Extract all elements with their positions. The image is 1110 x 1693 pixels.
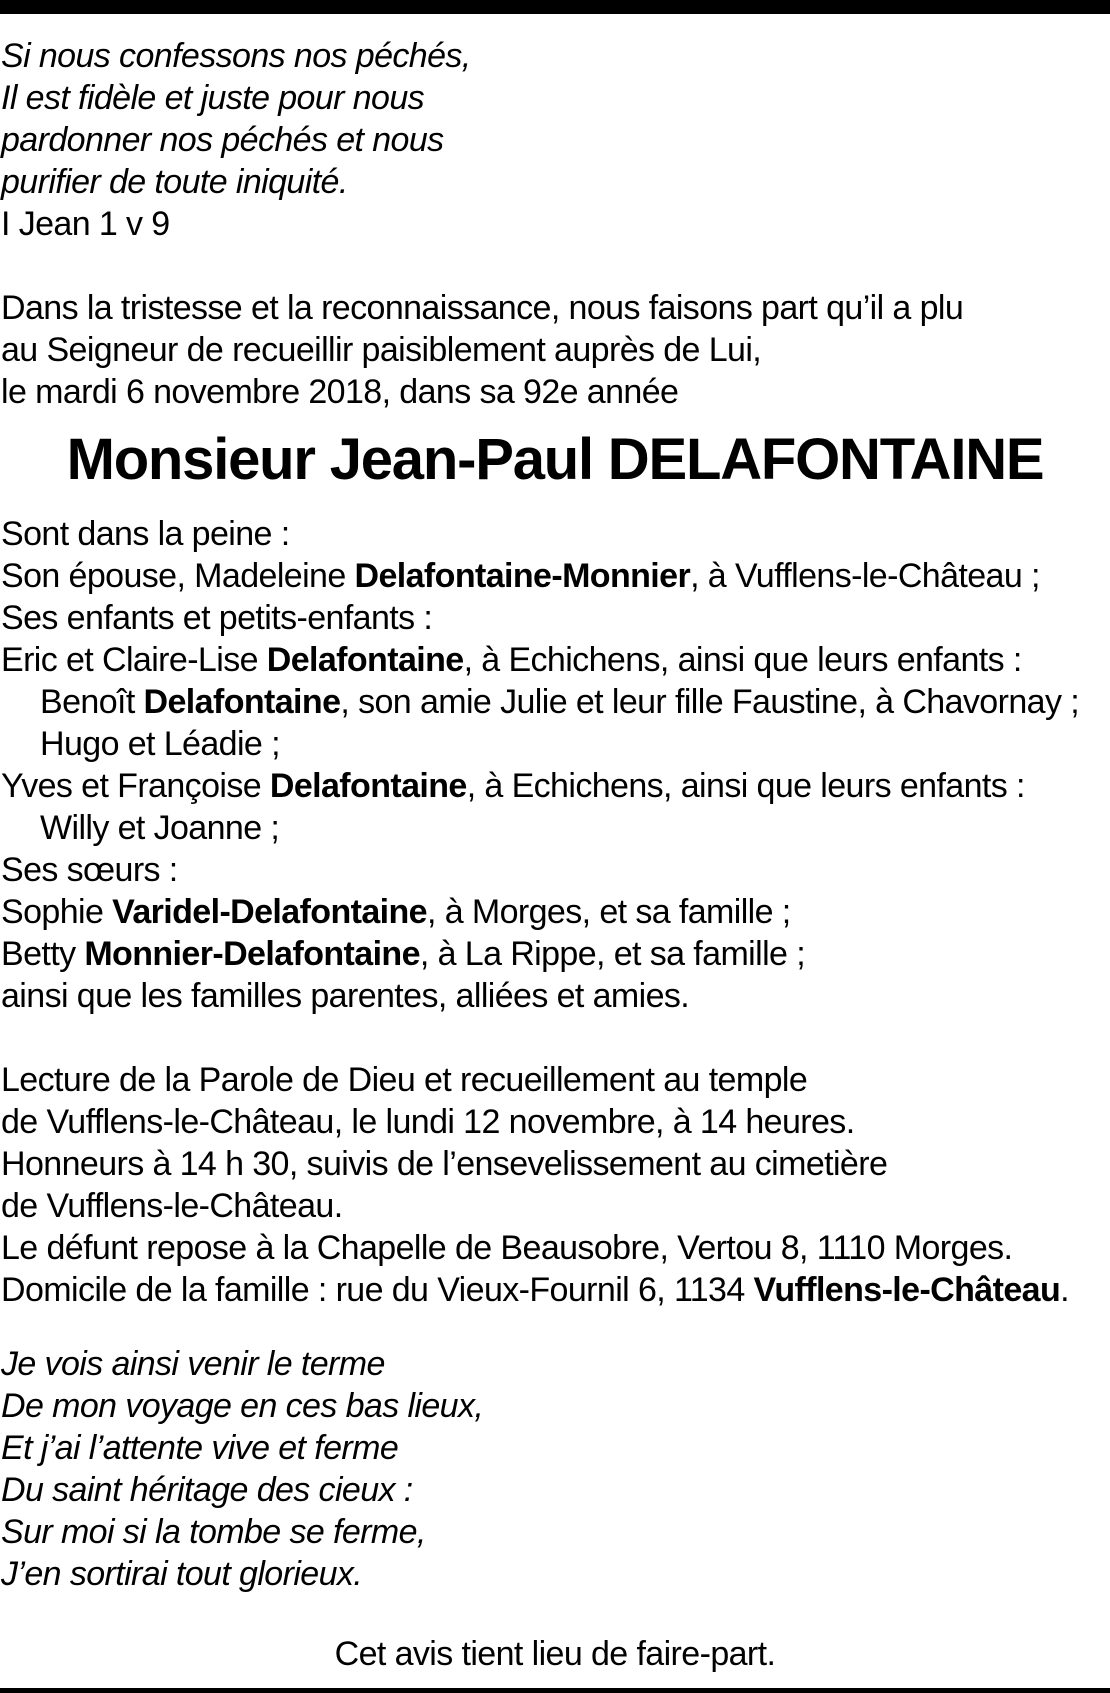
mourner-suffix: , à Echichens, ainsi que leurs enfants : (463, 641, 1022, 679)
poem-line: Je vois ainsi venir le terme (1, 1345, 385, 1383)
announcement-line: Dans la tristesse et la reconnaissance, nous faisons part qu’il a plu (1, 289, 964, 327)
mourner-spouse (1, 555, 1040, 597)
poem-line: Et j’ai l’attente vive et ferme (1, 1429, 399, 1467)
mourner-surname: Monnier-Delafontaine (84, 935, 420, 973)
mourner-prefix: Betty (1, 935, 85, 973)
mourner-suffix: , à Vufflens-le-Château ; (690, 557, 1040, 595)
mourner-surname: Delafontaine (143, 683, 341, 721)
children-heading: Ses enfants et petits-enfants : (1, 599, 433, 637)
verse-reference: I Jean 1 v 9 (1, 205, 170, 243)
announcement-line: au Seigneur de recueillir paisiblement auprès de Lui, (1, 331, 762, 369)
verse-line: Si nous confessons nos péchés, (1, 37, 471, 75)
bottom-rule (0, 1688, 1110, 1693)
mourner-prefix: Eric et Claire-Lise (1, 641, 267, 679)
mourner-child (1, 639, 1022, 681)
mourner-suffix: , son amie Julie et leur fille Faustine, à Chavornay ; (340, 683, 1080, 721)
families-line: ainsi que les familles parentes, alliées et amies. (1, 977, 690, 1015)
mourner-grandchild (40, 681, 1079, 723)
mourner-prefix: Yves et Françoise (1, 767, 270, 805)
sisters-heading: Ses sœurs : (1, 851, 178, 889)
mourner-suffix: , à Echichens, ainsi que leurs enfants : (466, 767, 1025, 805)
mourner-sister (1, 933, 805, 975)
ceremony-line: Lecture de la Parole de Dieu et recueillement au temple (1, 1061, 808, 1099)
ceremony-line: de Vufflens-le-Château. (1, 1187, 343, 1225)
ceremony-line: Le défunt repose à la Chapelle de Beausobre, Vertou 8, 1110 Morges. (1, 1229, 1013, 1267)
mourner-prefix: Son épouse, Madeleine (1, 557, 355, 595)
domicile-place: Vufflens-le-Château (753, 1271, 1061, 1309)
domicile-suffix: . (1060, 1271, 1069, 1309)
poem-line: Sur moi si la tombe se ferme, (1, 1513, 426, 1551)
mourner-surname: Delafontaine (269, 767, 467, 805)
announcement-line: le mardi 6 novembre 2018, dans sa 92e année (1, 373, 679, 411)
mourner-surname: Delafontaine (266, 641, 464, 679)
poem-line: Du saint héritage des cieux : (1, 1471, 413, 1509)
mourners-intro: Sont dans la peine : (1, 515, 290, 553)
verse-line: pardonner nos péchés et nous (1, 121, 444, 159)
mourner-suffix: , à La Rippe, et sa famille ; (419, 935, 806, 973)
mourner-sister (1, 891, 791, 933)
mourner-child (1, 765, 1025, 807)
mourner-surname: Delafontaine-Monnier (354, 557, 691, 595)
verse-line: purifier de toute iniquité. (1, 163, 348, 201)
mourner-suffix: , à Morges, et sa famille ; (427, 893, 791, 931)
mourner-prefix: Benoît (40, 683, 144, 721)
mourner-grandchild: Willy et Joanne ; (40, 809, 280, 847)
top-rule (0, 0, 1110, 14)
poem-line: J’en sortirai tout glorieux. (1, 1555, 363, 1593)
mourner-surname: Varidel-Delafontaine (112, 893, 427, 931)
ceremony-line: de Vufflens-le-Château, le lundi 12 novembre, à 14 heures. (1, 1103, 855, 1141)
family-domicile (1, 1269, 1069, 1311)
poem-line: De mon voyage en ces bas lieux, (1, 1387, 484, 1425)
mourner-prefix: Sophie (1, 893, 113, 931)
deceased-name: Monsieur Jean-Paul DELAFONTAINE (66, 427, 1044, 492)
verse-line: Il est fidèle et juste pour nous (1, 79, 425, 117)
ceremony-line: Honneurs à 14 h 30, suivis de l’ensevelissement au cimetière (1, 1145, 888, 1183)
mourner-grandchild: Hugo et Léadie ; (40, 725, 280, 763)
closing-note: Cet avis tient lieu de faire-part. (334, 1635, 776, 1673)
domicile-prefix: Domicile de la famille : rue du Vieux-Fournil 6, 1134 (1, 1271, 754, 1309)
